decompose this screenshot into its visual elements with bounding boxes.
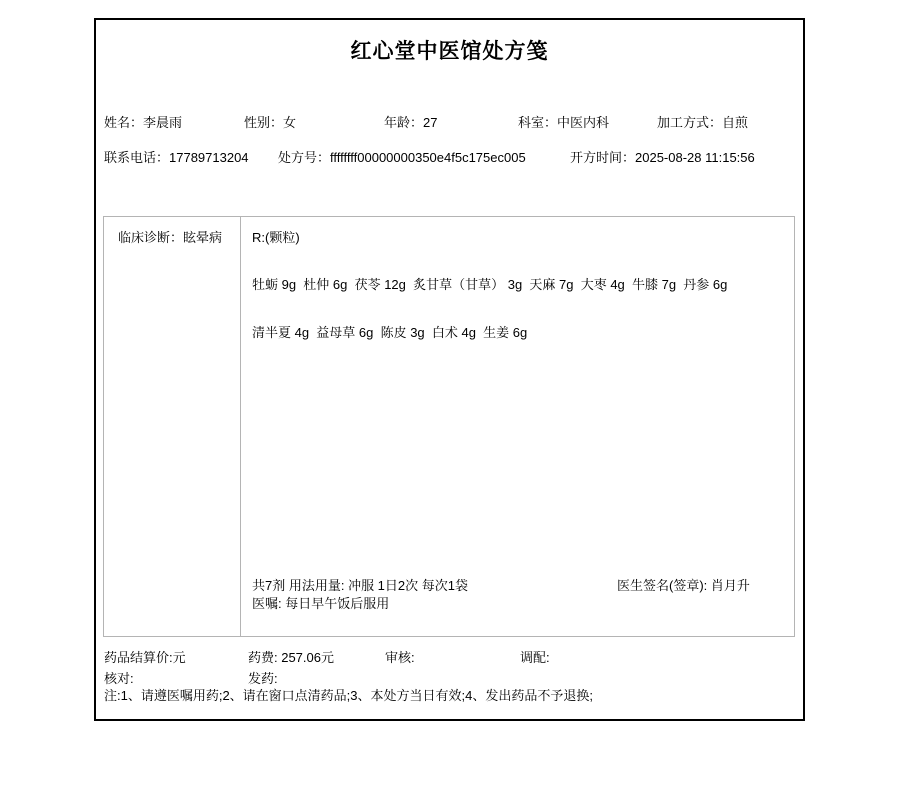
footer-notes: 注:1、请遵医嘱用药;2、请在窗口点清药品;3、本处方当日有效;4、发出药品不予退换; <box>104 688 593 703</box>
issue-field: 发药: <box>248 671 278 686</box>
patient-gender: 性别：女 <box>244 115 297 130</box>
page-title: 红心堂中医馆处方笺 <box>350 40 549 63</box>
rx-form: R:(颗粒) <box>252 230 300 245</box>
department: 科室：中医内科 <box>518 115 610 130</box>
dispense-field: 调配: <box>520 650 550 665</box>
patient-age: 年龄：27 <box>384 115 438 130</box>
drug-fee: 药费: 257.06元 <box>248 650 334 665</box>
prescription-number: 处方号：ffffffff00000000350e4f5c175ec005 <box>278 150 526 165</box>
doctor-advice: 医嘱: 每日早午饭后服用 <box>252 596 390 611</box>
review-field: 审核: <box>385 650 415 665</box>
medicine-line: 牡蛎 9g 杜仲 6g 茯苓 12g 炙甘草（甘草） 3g 天麻 7g 大枣 4g 牛膝 7g 丹参 6g <box>252 277 728 292</box>
patient-name: 姓名：李晨雨 <box>104 115 183 130</box>
medicine-line: 清半夏 4g 益母草 6g 陈皮 3g 白术 4g 生姜 6g <box>252 325 528 340</box>
diagnosis-divider <box>240 217 241 636</box>
dosage-instructions: 共7剂 用法用量: 冲服 1日2次 每次1袋 <box>252 578 468 593</box>
settlement-price: 药品结算价:元 <box>104 650 186 665</box>
prescription-box <box>103 216 795 637</box>
clinical-diagnosis: 临床诊断：眩晕病 <box>118 230 223 245</box>
doctor-signature: 医生签名(签章): 肖月升 <box>617 578 750 593</box>
processing-method: 加工方式：自煎 <box>657 115 749 130</box>
contact-phone: 联系电话：17789713204 <box>104 150 249 165</box>
check-field: 核对: <box>104 671 134 686</box>
issue-time: 开方时间：2025-08-28 11:15:56 <box>570 150 755 165</box>
